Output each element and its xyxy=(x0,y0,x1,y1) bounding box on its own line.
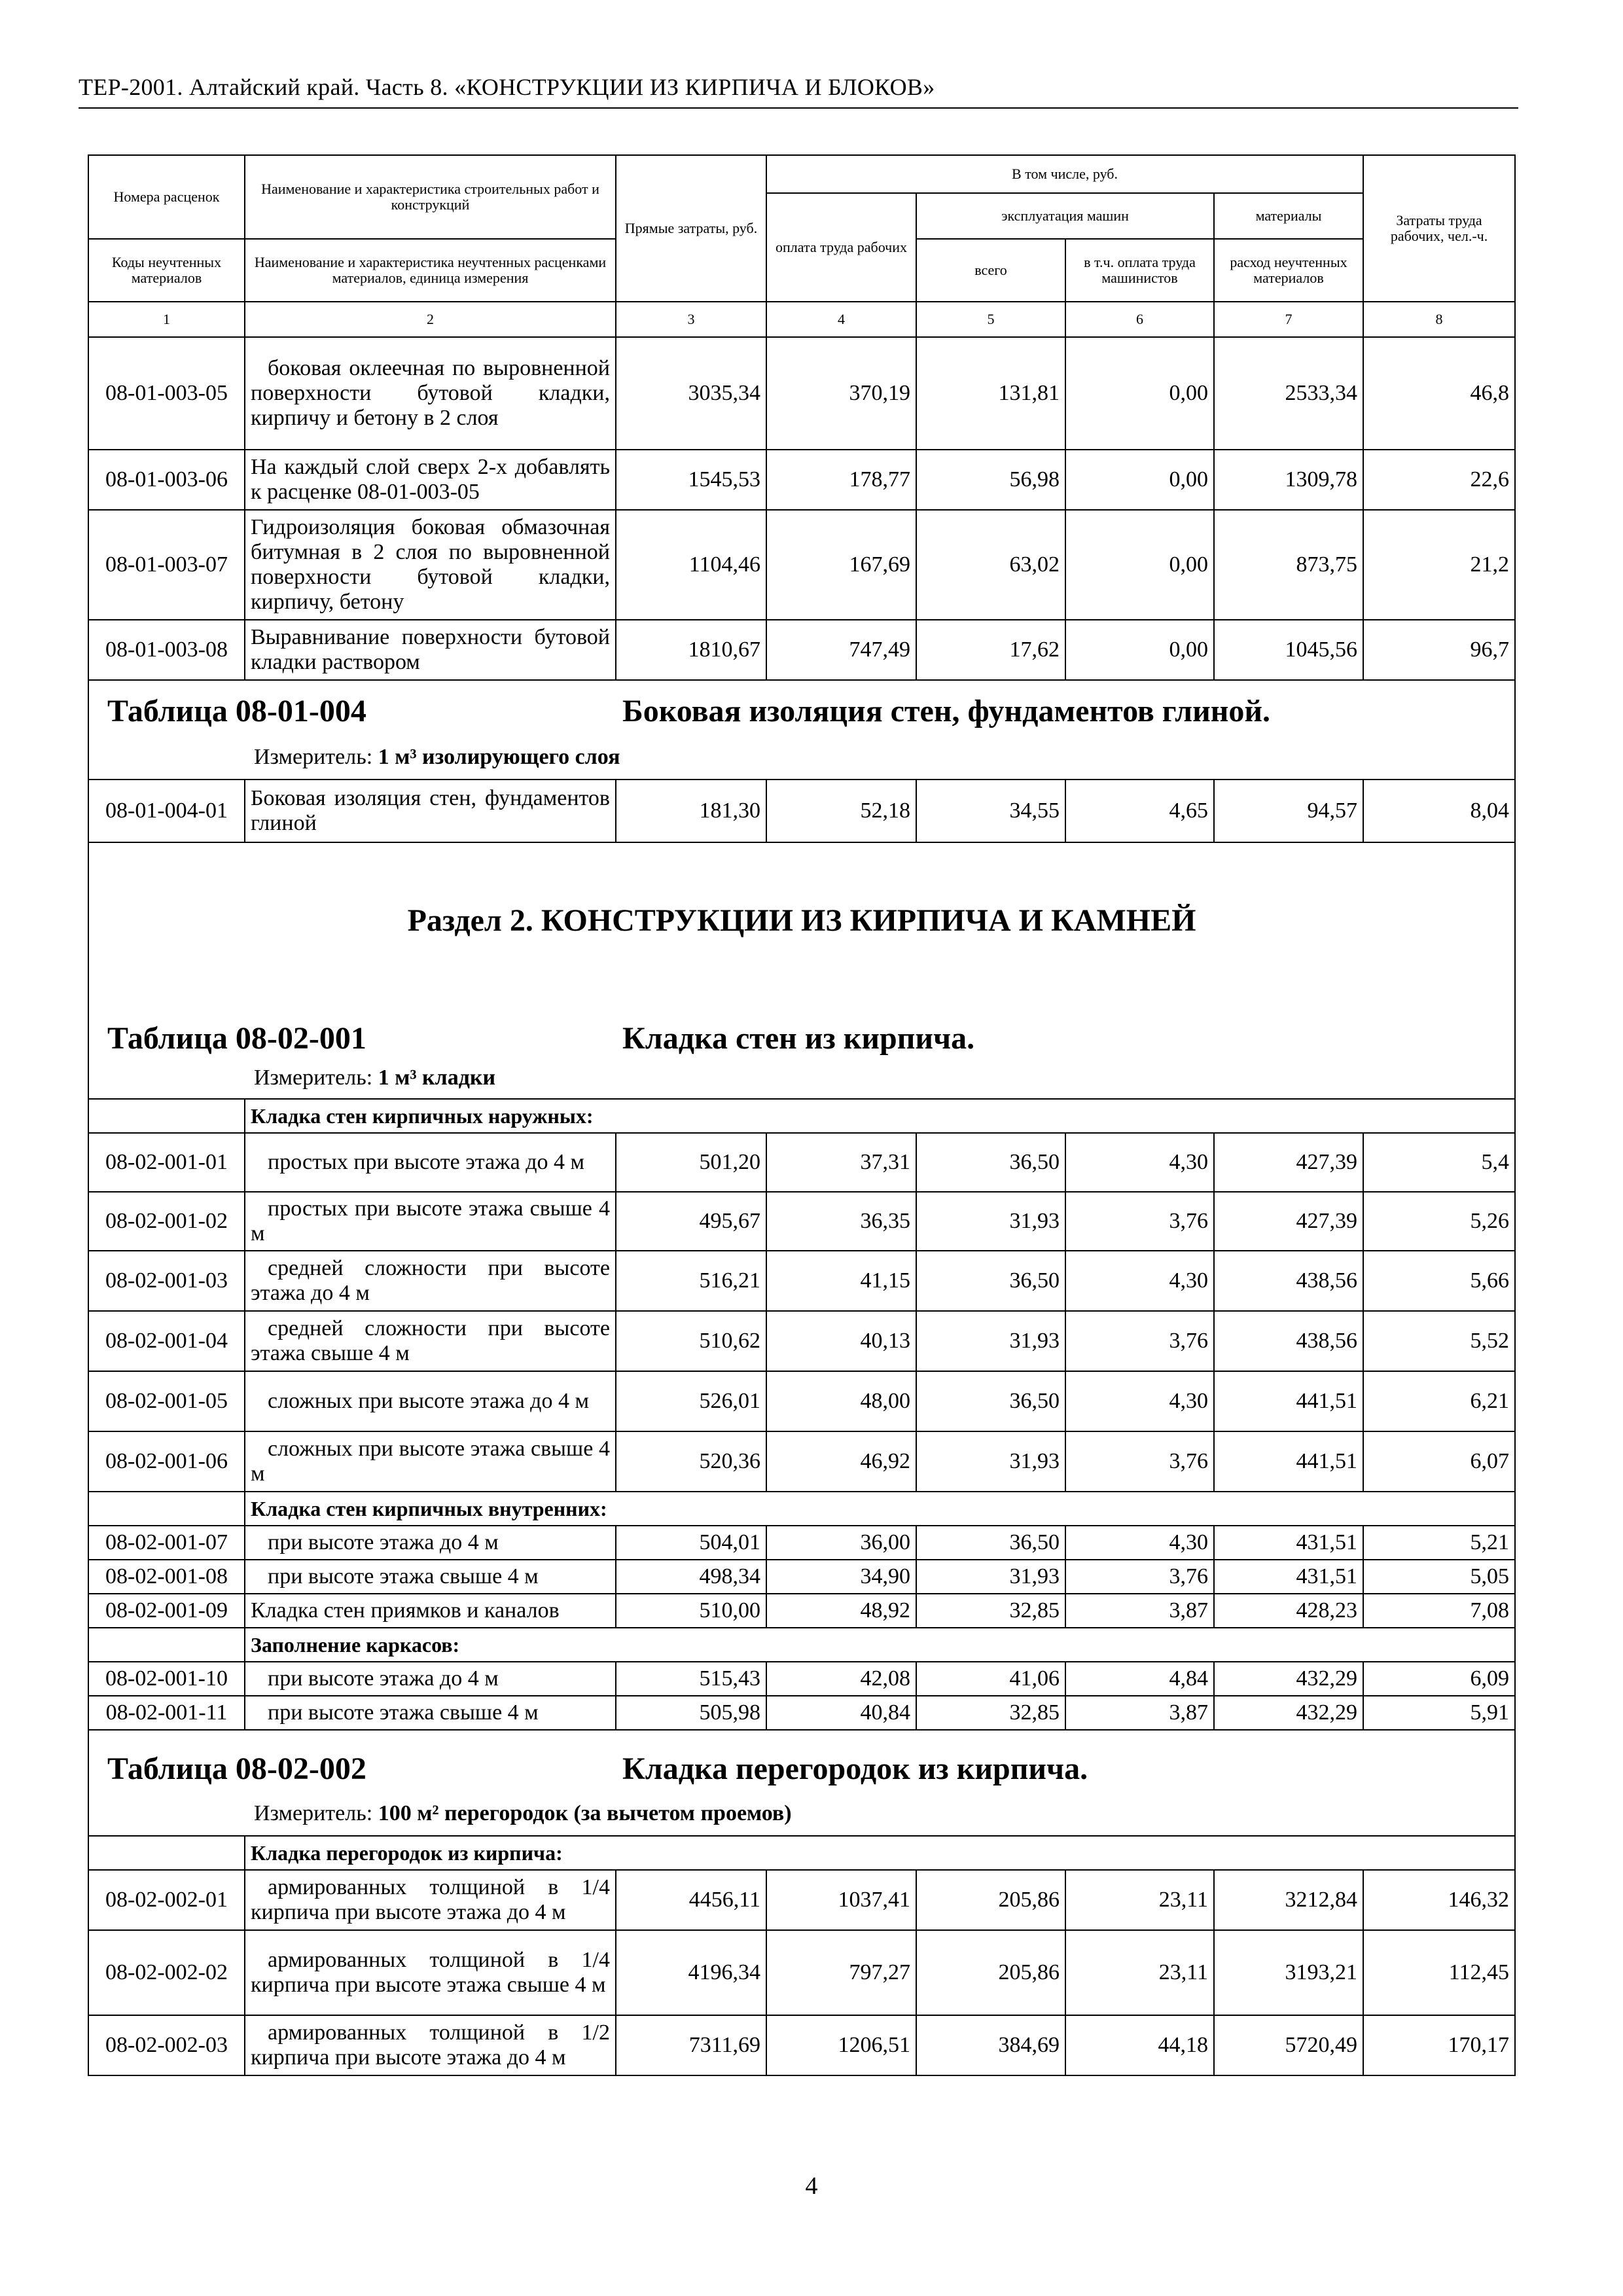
wage-cost: 48,00 xyxy=(766,1371,916,1431)
table-row xyxy=(88,1662,1515,1696)
machine-cost: 36,50 xyxy=(916,1251,1065,1311)
rate-description: при высоте этажа свыше 4 м xyxy=(245,1696,616,1730)
rate-code: 08-01-003-06 xyxy=(88,450,245,510)
table-row xyxy=(88,1371,1515,1431)
direct-cost: 498,34 xyxy=(616,1560,766,1594)
wage-cost: 167,69 xyxy=(766,510,916,620)
rate-code: 08-02-001-09 xyxy=(88,1594,245,1628)
rates-table xyxy=(88,154,1516,2076)
rate-code: 08-02-001-06 xyxy=(88,1431,245,1492)
machinist-wage: 4,84 xyxy=(1065,1662,1214,1696)
col-head-name2: Наименование и характеристика неучтенных расценками материалов, единица измерения xyxy=(245,239,616,302)
table-row xyxy=(88,1594,1515,1628)
table-title-row xyxy=(88,1730,1515,1836)
wage-cost: 747,49 xyxy=(766,620,916,680)
col-num: 3 xyxy=(616,302,766,337)
labor-cost: 6,09 xyxy=(1363,1662,1515,1696)
machinist-wage: 0,00 xyxy=(1065,510,1214,620)
wage-cost: 46,92 xyxy=(766,1431,916,1492)
machine-cost: 32,85 xyxy=(916,1594,1065,1628)
machinist-wage: 3,87 xyxy=(1065,1594,1214,1628)
machinist-wage: 3,76 xyxy=(1065,1431,1214,1492)
table-name: Кладка стен из кирпича. xyxy=(622,1021,975,1056)
labor-cost: 5,21 xyxy=(1363,1526,1515,1560)
rate-code: 08-01-003-07 xyxy=(88,510,245,620)
direct-cost: 515,43 xyxy=(616,1662,766,1696)
table-row xyxy=(88,620,1515,680)
rate-code: 08-02-001-03 xyxy=(88,1251,245,1311)
labor-cost: 7,08 xyxy=(1363,1594,1515,1628)
rate-code: 08-02-001-04 xyxy=(88,1311,245,1371)
machinist-wage: 23,11 xyxy=(1065,1930,1214,2015)
machine-cost: 31,93 xyxy=(916,1431,1065,1492)
wage-cost: 1206,51 xyxy=(766,2015,916,2075)
labor-cost: 112,45 xyxy=(1363,1930,1515,2015)
materials-cost: 2533,34 xyxy=(1214,337,1363,450)
machine-cost: 205,86 xyxy=(916,1870,1065,1930)
materials-cost: 873,75 xyxy=(1214,510,1363,620)
wage-cost: 36,35 xyxy=(766,1192,916,1251)
page-number: 4 xyxy=(805,2172,818,2200)
wage-cost: 37,31 xyxy=(766,1133,916,1192)
col-num: 7 xyxy=(1214,302,1363,337)
rate-description: На каждый слой сверх 2-х добавлять к расценке 08-01-003-05 xyxy=(245,450,616,510)
table-name: Боковая изоляция стен, фундаментов глиной. xyxy=(622,694,1271,728)
group-row xyxy=(88,1099,1515,1133)
col-num: 4 xyxy=(766,302,916,337)
materials-cost: 431,51 xyxy=(1214,1526,1363,1560)
table-row xyxy=(88,450,1515,510)
rate-code: 08-01-003-05 xyxy=(88,337,245,450)
materials-cost: 441,51 xyxy=(1214,1431,1363,1492)
wage-cost: 370,19 xyxy=(766,337,916,450)
col-head-total: всего xyxy=(916,239,1065,302)
col-num: 6 xyxy=(1065,302,1214,337)
machinist-wage: 3,87 xyxy=(1065,1696,1214,1730)
rate-description: сложных при высоте этажа до 4 м xyxy=(245,1371,616,1431)
rate-description: сложных при высоте этажа свыше 4 м xyxy=(245,1431,616,1492)
rate-description: армированных толщиной в 1/2 кирпича при высоте этажа до 4 м xyxy=(245,2015,616,2075)
materials-cost: 428,23 xyxy=(1214,1594,1363,1628)
direct-cost: 3035,34 xyxy=(616,337,766,450)
machinist-wage: 3,76 xyxy=(1065,1192,1214,1251)
measure-label: Измеритель: xyxy=(254,745,373,769)
section-title: Раздел 2. КОНСТРУКЦИИ ИЗ КИРПИЧА И КАМНЕЙ xyxy=(407,903,1196,938)
materials-cost: 94,57 xyxy=(1214,780,1363,842)
group-row xyxy=(88,1628,1515,1662)
table-row xyxy=(88,1311,1515,1371)
direct-cost: 505,98 xyxy=(616,1696,766,1730)
table-row xyxy=(88,1930,1515,2015)
machine-cost: 63,02 xyxy=(916,510,1065,620)
rate-description: Выравнивание поверхности бутовой кладки раствором xyxy=(245,620,616,680)
section-row xyxy=(88,842,1515,1099)
measure-value: 1 м³ кладки xyxy=(378,1066,496,1090)
col-head-codes: Коды неучтенных материалов xyxy=(88,239,245,302)
rate-code: 08-01-004-01 xyxy=(88,780,245,842)
rate-description: боковая оклеечная по выровненной поверхности бутовой кладки, кирпичу и бетону в 2 слоя xyxy=(245,337,616,450)
machine-cost: 36,50 xyxy=(916,1133,1065,1192)
machinist-wage: 4,30 xyxy=(1065,1371,1214,1431)
wage-cost: 52,18 xyxy=(766,780,916,842)
rate-description: при высоте этажа до 4 м xyxy=(245,1662,616,1696)
table-row xyxy=(88,1431,1515,1492)
rate-description: армированных толщиной в 1/4 кирпича при высоте этажа до 4 м xyxy=(245,1870,616,1930)
machinist-wage: 4,65 xyxy=(1065,780,1214,842)
col-num: 2 xyxy=(245,302,616,337)
rate-description: средней сложности при высоте этажа свыше 4 м xyxy=(245,1311,616,1371)
wage-cost: 48,92 xyxy=(766,1594,916,1628)
rate-code: 08-02-001-10 xyxy=(88,1662,245,1696)
materials-cost: 432,29 xyxy=(1214,1696,1363,1730)
materials-cost: 438,56 xyxy=(1214,1251,1363,1311)
materials-cost: 438,56 xyxy=(1214,1311,1363,1371)
direct-cost: 4196,34 xyxy=(616,1930,766,2015)
col-head-materials: материалы xyxy=(1214,193,1363,239)
direct-cost: 1810,67 xyxy=(616,620,766,680)
measure-value: 100 м² перегородок (за вычетом проемов) xyxy=(378,1801,792,1825)
group-title: Кладка стен кирпичных внутренних: xyxy=(245,1492,1515,1526)
col-head-rates: Номера расценок xyxy=(88,155,245,239)
col-num: 5 xyxy=(916,302,1065,337)
labor-cost: 5,26 xyxy=(1363,1192,1515,1251)
rate-description: простых при высоте этажа свыше 4 м xyxy=(245,1192,616,1251)
col-head-machines: эксплуатация машин xyxy=(916,193,1214,239)
measure-label: Измеритель: xyxy=(254,1066,373,1090)
col-head-direct: Прямые затраты, руб. xyxy=(616,155,766,302)
rate-description: простых при высоте этажа до 4 м xyxy=(245,1133,616,1192)
labor-cost: 170,17 xyxy=(1363,2015,1515,2075)
materials-cost: 427,39 xyxy=(1214,1192,1363,1251)
wage-cost: 1037,41 xyxy=(766,1870,916,1930)
machinist-wage: 44,18 xyxy=(1065,2015,1214,2075)
machine-cost: 17,62 xyxy=(916,620,1065,680)
machinist-wage: 4,30 xyxy=(1065,1133,1214,1192)
table-row xyxy=(88,1192,1515,1251)
wage-cost: 42,08 xyxy=(766,1662,916,1696)
table-row xyxy=(88,510,1515,620)
direct-cost: 4456,11 xyxy=(616,1870,766,1930)
direct-cost: 495,67 xyxy=(616,1192,766,1251)
col-head-mach-wage: в т.ч. оплата труда машинистов xyxy=(1065,239,1214,302)
labor-cost: 146,32 xyxy=(1363,1870,1515,1930)
col-head-name: Наименование и характеристика строительных работ и конструкций xyxy=(245,155,616,239)
table-row xyxy=(88,1133,1515,1192)
machine-cost: 205,86 xyxy=(916,1930,1065,2015)
machine-cost: 34,55 xyxy=(916,780,1065,842)
materials-cost: 441,51 xyxy=(1214,1371,1363,1431)
table-row xyxy=(88,1560,1515,1594)
direct-cost: 1545,53 xyxy=(616,450,766,510)
materials-cost: 1045,56 xyxy=(1214,620,1363,680)
materials-cost: 3212,84 xyxy=(1214,1870,1363,1930)
direct-cost: 181,30 xyxy=(616,780,766,842)
machine-cost: 31,93 xyxy=(916,1192,1065,1251)
table-row xyxy=(88,337,1515,450)
machine-cost: 36,50 xyxy=(916,1371,1065,1431)
direct-cost: 501,20 xyxy=(616,1133,766,1192)
rate-code: 08-02-001-11 xyxy=(88,1696,245,1730)
rate-description: средней сложности при высоте этажа до 4 м xyxy=(245,1251,616,1311)
group-row xyxy=(88,1836,1515,1870)
rate-code: 08-02-001-08 xyxy=(88,1560,245,1594)
group-title: Кладка перегородок из кирпича: xyxy=(245,1836,1515,1870)
materials-cost: 3193,21 xyxy=(1214,1930,1363,2015)
labor-cost: 6,07 xyxy=(1363,1431,1515,1492)
rate-code: 08-01-003-08 xyxy=(88,620,245,680)
rate-description: Гидроизоляция боковая обмазочная битумная в 2 слоя по выровненной поверхности бутовой кладки, кирпичу, бетону xyxy=(245,510,616,620)
wage-cost: 797,27 xyxy=(766,1930,916,2015)
rate-description: при высоте этажа до 4 м xyxy=(245,1526,616,1560)
group-title: Заполнение каркасов: xyxy=(245,1628,1515,1662)
labor-cost: 22,6 xyxy=(1363,450,1515,510)
machinist-wage: 4,30 xyxy=(1065,1526,1214,1560)
machine-cost: 31,93 xyxy=(916,1311,1065,1371)
rate-code: 08-02-002-02 xyxy=(88,1930,245,2015)
wage-cost: 178,77 xyxy=(766,450,916,510)
table-row xyxy=(88,1870,1515,1930)
table-row xyxy=(88,1696,1515,1730)
direct-cost: 516,21 xyxy=(616,1251,766,1311)
labor-cost: 8,04 xyxy=(1363,780,1515,842)
header-rule xyxy=(79,107,1518,109)
direct-cost: 7311,69 xyxy=(616,2015,766,2075)
rate-code: 08-02-001-01 xyxy=(88,1133,245,1192)
table-number: Таблица 08-01-004 xyxy=(107,694,366,728)
col-head-labor: Затраты труда рабочих, чел.-ч. xyxy=(1363,155,1515,302)
direct-cost: 504,01 xyxy=(616,1526,766,1560)
labor-cost: 21,2 xyxy=(1363,510,1515,620)
table-row xyxy=(88,780,1515,842)
table-name: Кладка перегородок из кирпича. xyxy=(622,1751,1088,1786)
machine-cost: 41,06 xyxy=(916,1662,1065,1696)
labor-cost: 5,66 xyxy=(1363,1251,1515,1311)
materials-cost: 427,39 xyxy=(1214,1133,1363,1192)
machinist-wage: 0,00 xyxy=(1065,337,1214,450)
table-row xyxy=(88,1251,1515,1311)
machinist-wage: 23,11 xyxy=(1065,1870,1214,1930)
machine-cost: 131,81 xyxy=(916,337,1065,450)
wage-cost: 40,84 xyxy=(766,1696,916,1730)
materials-cost: 432,29 xyxy=(1214,1662,1363,1696)
materials-cost: 1309,78 xyxy=(1214,450,1363,510)
direct-cost: 510,62 xyxy=(616,1311,766,1371)
labor-cost: 6,21 xyxy=(1363,1371,1515,1431)
table-row xyxy=(88,2015,1515,2075)
rate-code: 08-02-001-05 xyxy=(88,1371,245,1431)
labor-cost: 96,7 xyxy=(1363,620,1515,680)
measure-label: Измеритель: xyxy=(254,1801,373,1825)
rate-description: армированных толщиной в 1/4 кирпича при высоте этажа свыше 4 м xyxy=(245,1930,616,2015)
group-row xyxy=(88,1492,1515,1526)
rate-description: при высоте этажа свыше 4 м xyxy=(245,1560,616,1594)
machinist-wage: 3,76 xyxy=(1065,1311,1214,1371)
table-number: Таблица 08-02-002 xyxy=(107,1751,366,1786)
wage-cost: 34,90 xyxy=(766,1560,916,1594)
rate-code: 08-02-001-02 xyxy=(88,1192,245,1251)
rate-code: 08-02-002-03 xyxy=(88,2015,245,2075)
col-head-mat-unacc: расход неучтенных материалов xyxy=(1214,239,1363,302)
col-num: 8 xyxy=(1363,302,1515,337)
running-header: ТЕР-2001. Алтайский край. Часть 8. «КОНСТРУКЦИИ ИЗ КИРПИЧА И БЛОКОВ» xyxy=(79,74,935,100)
wage-cost: 36,00 xyxy=(766,1526,916,1560)
direct-cost: 526,01 xyxy=(616,1371,766,1431)
direct-cost: 1104,46 xyxy=(616,510,766,620)
col-head-wage: оплата труда рабочих xyxy=(766,193,916,302)
group-title: Кладка стен кирпичных наружных: xyxy=(245,1099,1515,1133)
direct-cost: 510,00 xyxy=(616,1594,766,1628)
column-numbers-row xyxy=(88,302,1515,337)
wage-cost: 41,15 xyxy=(766,1251,916,1311)
labor-cost: 5,4 xyxy=(1363,1133,1515,1192)
machinist-wage: 0,00 xyxy=(1065,620,1214,680)
machine-cost: 36,50 xyxy=(916,1526,1065,1560)
table-row xyxy=(88,1526,1515,1560)
labor-cost: 5,91 xyxy=(1363,1696,1515,1730)
measure-value: 1 м³ изолирующего слоя xyxy=(378,745,620,769)
col-num: 1 xyxy=(88,302,245,337)
rate-description: Кладка стен приямков и каналов xyxy=(245,1594,616,1628)
machinist-wage: 3,76 xyxy=(1065,1560,1214,1594)
labor-cost: 5,05 xyxy=(1363,1560,1515,1594)
materials-cost: 431,51 xyxy=(1214,1560,1363,1594)
machine-cost: 384,69 xyxy=(916,2015,1065,2075)
machinist-wage: 4,30 xyxy=(1065,1251,1214,1311)
rate-description: Боковая изоляция стен, фундаментов глиной xyxy=(245,780,616,842)
direct-cost: 520,36 xyxy=(616,1431,766,1492)
machine-cost: 32,85 xyxy=(916,1696,1065,1730)
table-title-row xyxy=(88,680,1515,780)
rate-code: 08-02-002-01 xyxy=(88,1870,245,1930)
rate-code: 08-02-001-07 xyxy=(88,1526,245,1560)
labor-cost: 46,8 xyxy=(1363,337,1515,450)
col-head-incl: В том числе, руб. xyxy=(766,155,1363,193)
table-number: Таблица 08-02-001 xyxy=(107,1021,366,1056)
wage-cost: 40,13 xyxy=(766,1311,916,1371)
labor-cost: 5,52 xyxy=(1363,1311,1515,1371)
machinist-wage: 0,00 xyxy=(1065,450,1214,510)
materials-cost: 5720,49 xyxy=(1214,2015,1363,2075)
machine-cost: 31,93 xyxy=(916,1560,1065,1594)
machine-cost: 56,98 xyxy=(916,450,1065,510)
